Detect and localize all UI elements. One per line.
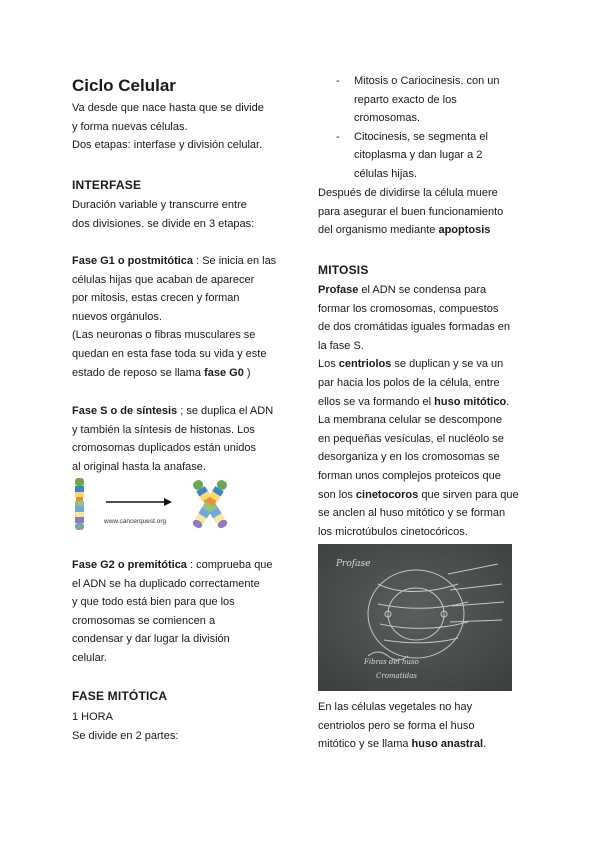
intro-line: Va desde que nace hasta que se divide [72,102,264,114]
huso-term: huso mitótico [434,395,507,408]
page-title: Ciclo Celular [72,76,176,95]
spindle-drawing-icon [318,544,512,691]
text-line: Citocinesis, se segmenta el [354,130,488,143]
text-span: Los [318,358,339,371]
text-line: 1 HORA [72,711,113,723]
text-span: . [483,738,487,751]
text-span: el ADN se condensa para [358,284,487,296]
text-line: se anclen al huso mitótico y se forman [318,507,506,520]
g2-paragraph [72,556,287,668]
text-line: celular. [72,651,107,664]
text-line: la fase S. [318,339,364,352]
interfase-paragraph [72,196,287,233]
board-label-top: Profase [336,559,371,569]
text-line [72,364,287,383]
s-label: Fase S o de síntesis [72,405,178,417]
text-line: Se divide en 2 partes: [72,729,179,742]
text-line: el ADN se ha duplicado correctamente [72,577,260,590]
mitosis-heading: MITOSIS [318,263,369,277]
chromosome-duplication-figure [72,476,252,532]
text-line: para asegurar el buen funcionamiento [318,205,504,218]
text-span: ; se duplica el ADN [177,405,274,417]
text-line: quedan en esta fase toda su vida y este [72,347,267,360]
text-span: estado de reposo se llama [72,366,205,379]
text-line: desorganiza y en los cromosomas se [318,451,500,464]
text-line: (Las neuronas o fibras musculares se [72,329,256,342]
mitotica-paragraph [72,708,287,745]
text-line: en pequeñas vesículas, el nucléolo se [318,432,504,445]
cinetocoros-term: cinetocoros [355,488,419,501]
text-span: se duplican y se va un [391,358,504,371]
text-line [318,486,533,505]
text-line: y que todo está bien para que los [72,596,235,609]
anastral-term: huso anastral [411,738,484,751]
text-line: La membrana celular se descompone [318,414,503,427]
text-line [72,402,287,421]
text-span: del organismo mediante [318,224,439,237]
g0-label: fase G0 [204,366,244,379]
list-item [336,72,526,128]
text-span: que sirven para que [418,488,519,501]
text-span: : Se inicia en las [193,255,277,267]
chalkboard-photo [318,544,512,691]
mitosis-paragraph [318,281,533,541]
text-line: cromosomas. [354,112,421,125]
text-line: condensar y dar lugar la división [72,633,230,646]
text-line: los microtúbulos cinetocóricos. [318,525,468,538]
g1-paragraph [72,252,287,382]
after-paragraph [318,184,533,240]
intro-paragraph [72,99,287,155]
bullet-list [336,72,526,184]
centriolos-term: centriolos [338,358,392,371]
text-line: por mitosis, estas crecen y forman [72,292,240,305]
intro-line: Dos etapas: interfase y división celular. [72,139,263,152]
figure-credit: www.cancerquest.org [104,518,167,525]
mitotica-heading: FASE MITÓTICA [72,689,168,703]
text-line: formar los cromosomas, compuestos [318,302,499,315]
text-line: cromosomas duplicados están unidos [72,442,257,455]
dash-icon: - [336,75,340,87]
apoptosis-term: apoptosis [438,224,491,237]
board-label-bottom2: Cromatidas [376,672,418,680]
text-span: : comprueba que [186,559,273,571]
text-line: citoplasma y dan lugar a 2 [354,149,483,162]
intro-line: y forma nuevas células. [72,120,188,133]
text-line: par hacia los polos de la célula, entre [318,376,500,389]
text-line: cromosomas se comiencen a [72,614,216,627]
text-line: y también la síntesis de histonas. Los [72,423,255,436]
text-line: Después de dividirse la célula muere [318,187,498,199]
list-item [336,128,526,184]
text-span: ) [243,366,251,379]
text-line: centriolos pero se forma el huso [318,719,475,732]
g1-label: Fase G1 o postmitótica [72,255,194,267]
text-line: dos divisiones. se divide en 3 etapas: [72,217,255,230]
text-line: reparto exacto de los [354,93,457,106]
board-label-bottom1: Fibras del huso [364,658,419,666]
text-line [318,393,533,412]
text-span: mitótico y se llama [318,738,412,751]
text-line: nuevos orgánulos. [72,310,162,323]
text-line: de dos cromátidas iguales formadas en [318,321,510,334]
text-line: células hijas que acaban de aparecer [72,273,255,286]
text-line: Duración variable y transcurre entre [72,199,247,211]
text-line: En las células vegetales no hay [318,701,473,713]
interfase-heading: INTERFASE [72,178,142,192]
text-line: forman unos complejos proteicos que [318,469,501,482]
text-span: son los [318,488,356,501]
text-line [318,221,533,240]
text-span: ellos se va formando el [318,395,435,408]
text-span: . [506,395,510,408]
text-line [72,556,287,575]
s-paragraph [72,402,287,476]
profase-label: Profase [318,284,359,296]
text-line [72,252,287,271]
g2-label: Fase G2 o premitótica [72,559,187,571]
vegetales-paragraph [318,698,533,754]
text-line: al original hasta la anafase. [72,460,206,473]
text-line: células hijas. [354,167,417,180]
text-line [318,355,533,374]
text-line [318,735,533,754]
dash-icon: - [336,130,340,143]
text-line [318,281,533,300]
text-line: Mitosis o Cariocinesis. con un [354,75,500,87]
